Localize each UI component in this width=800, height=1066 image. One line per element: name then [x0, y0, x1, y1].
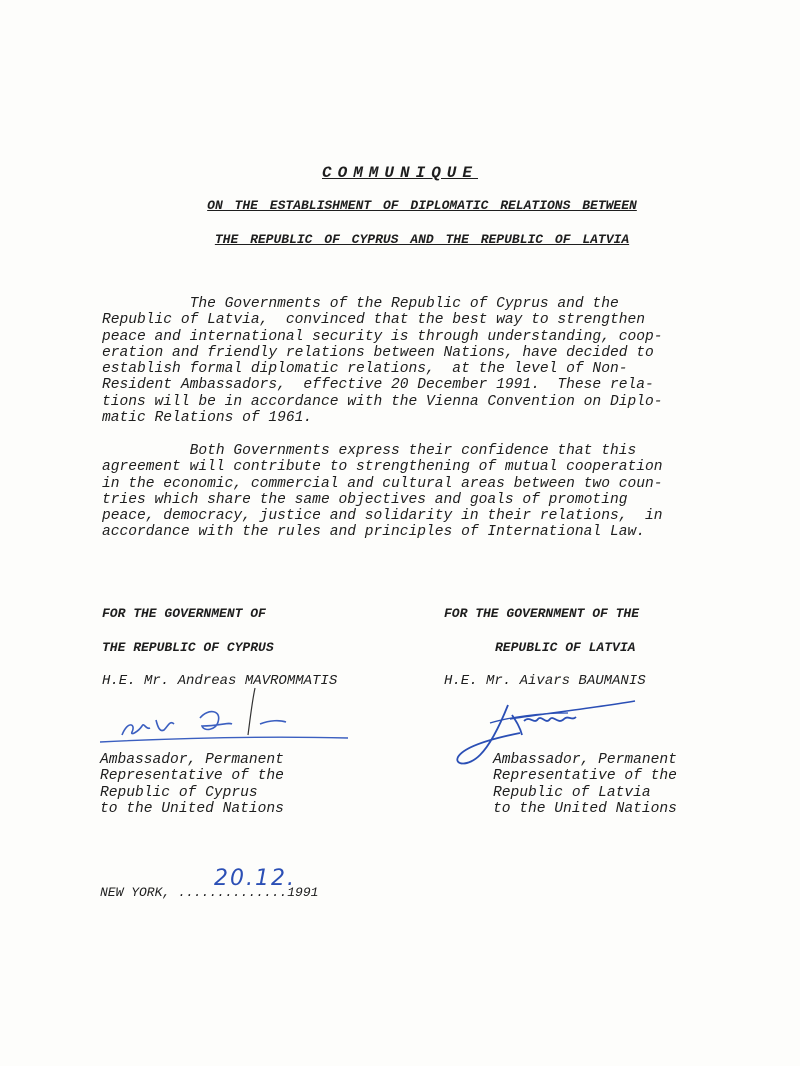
paragraph-1: The Governments of the Republic of Cyprus and the Republic of Latvia, convinced that the best way to strengthen peace and international security is through understanding, coop- eration and friendly relations between Nations, have decided to establish formal diplomatic relations, at the level of Non- Resident Ambassadors, effective 20 December 1991. These rela- tions will be in accordance with the Vienna Convention on Diplo- matic Relations of 1961.	[102, 296, 663, 427]
place-date-line: NEW YORK, ..............1991	[100, 885, 319, 900]
cyprus-signatory-title: Ambassador, Permanent Representative of the Republic of Cyprus to the United Nations	[100, 752, 284, 817]
cyprus-heading-1: FOR THE GOVERNMENT OF	[102, 606, 266, 621]
latvia-signatory-name: H.E. Mr. Aivars BAUMANIS	[444, 673, 646, 689]
handwritten-date: 20.12.	[214, 866, 296, 891]
latvia-heading-2: REPUBLIC OF LATVIA	[495, 640, 636, 655]
document-subtitle-line2: THE REPUBLIC OF CYPRUS AND THE REPUBLIC OF LATVIA	[214, 232, 630, 247]
latvia-signatory-title: Ambassador, Permanent Representative of the Republic of Latvia to the United Nations	[493, 752, 677, 817]
document-title: COMMUNIQUE	[321, 164, 478, 182]
paragraph-2: Both Governments express their confidence that this agreement will contribute to strengthening of mutual cooperation in the economic, commercial and cultural areas between two coun- tries which share the same objectives and goals of promoting peace, democracy, justice and solidarity in their relations, in accordance with the rules and principles of International Law.	[102, 443, 663, 541]
cyprus-signatory-name: H.E. Mr. Andreas MAVROMMATIS	[102, 673, 338, 689]
latvia-heading-1: FOR THE GOVERNMENT OF THE	[444, 606, 640, 621]
document-subtitle-line1: ON THE ESTABLISHMENT OF DIPLOMATIC RELATIONS BETWEEN	[207, 198, 637, 213]
cyprus-signature	[100, 680, 360, 760]
cyprus-heading-2: THE REPUBLIC OF CYPRUS	[102, 640, 274, 655]
